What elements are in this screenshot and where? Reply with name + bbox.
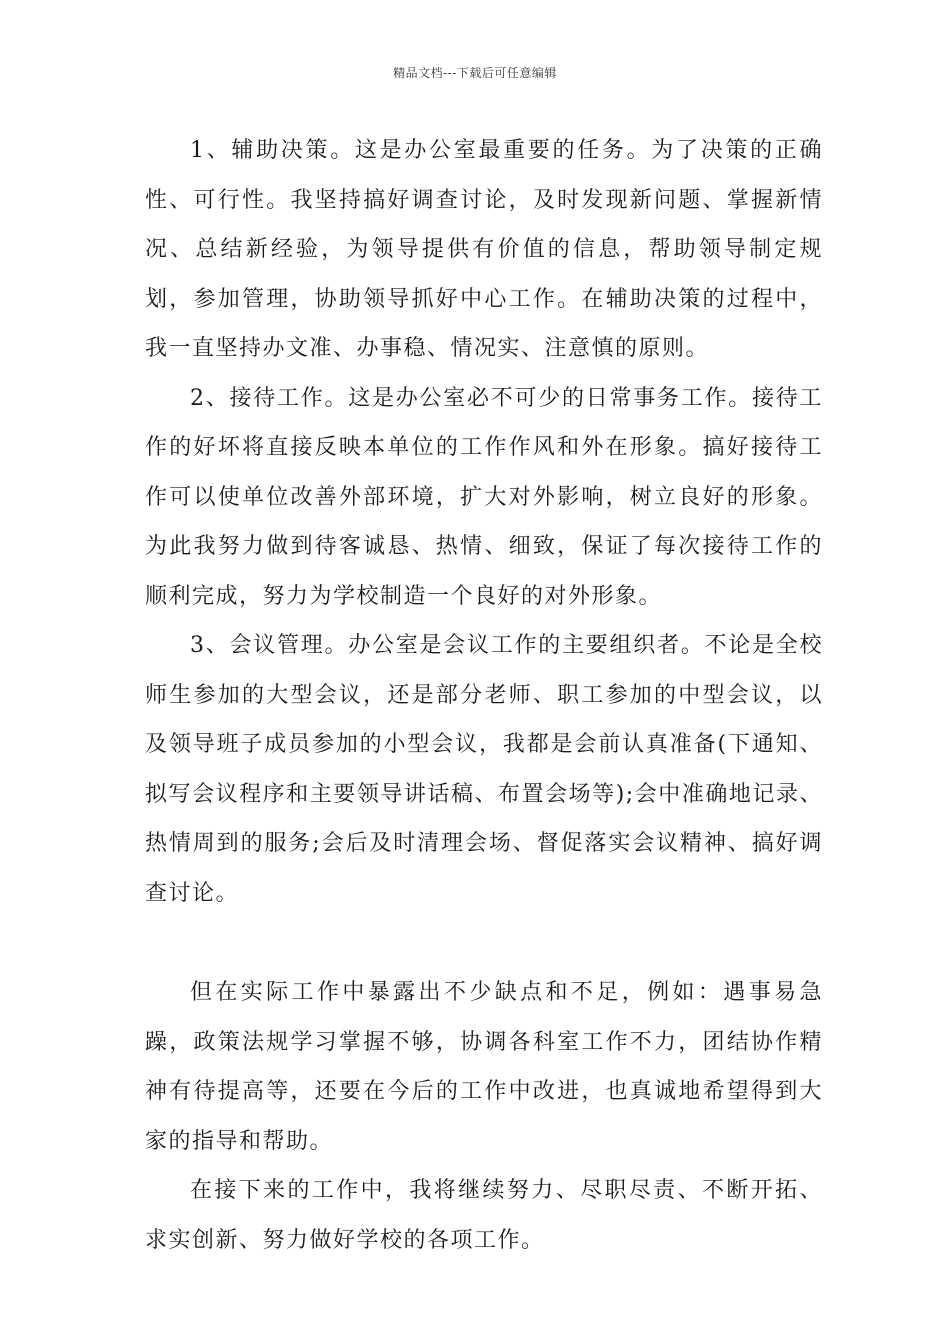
paragraph-meeting-management: 3、会议管理。办公室是会议工作的主要组织者。不论是全校师生参加的大型会议，还是部分老师、职工参加的中型会议，以及领导班子成员参加的小型会议，我都是会前认真准备(下通知、拟写会议程序和主要领导讲话稿、布置会场等);会中准确地记录、热情周到的服务;会后及时清理会场、督促落实会议精神、搞好调查讨论。 xyxy=(145,633,823,906)
document-body xyxy=(145,126,823,1265)
page-header: 精品文档---下载后可任意编辑 xyxy=(393,66,557,80)
paragraph-future-work: 在接下来的工作中，我将继续努力、尽职尽责、不断开拓、求实创新、努力做好学校的各项工作。 xyxy=(145,1178,823,1253)
paragraph-decision-support: 1、辅助决策。这是办公室最重要的任务。为了决策的正确性、可行性。我坚持搞好调查讨论，及时发现新问题、掌握新情况、总结新经验，为领导提供有价值的信息，帮助领导制定规划，参加管理，协助领导抓好中心工作。在辅助决策的过程中，我一直坚持办文准、办事稳、情况实、注意慎的原则。 xyxy=(145,138,823,361)
paragraph-shortcomings: 但在实际工作中暴露出不少缺点和不足，例如：遇事易急躁，政策法规学习掌握不够，协调各科室工作不力，团结协作精神有待提高等，还要在今后的工作中改进，也真诚地希望得到大家的指导和帮助。 xyxy=(145,980,823,1154)
paragraph-reception-work: 2、接待工作。这是办公室必不可少的日常事务工作。接待工作的好坏将直接反映本单位的工作作风和外在形象。搞好接待工作可以使单位改善外部环境，扩大对外影响，树立良好的形象。为此我努力做到待客诚恳、热情、细致，保证了每次接待工作的顺利完成，努力为学校制造一个良好的对外形象。 xyxy=(145,385,823,609)
